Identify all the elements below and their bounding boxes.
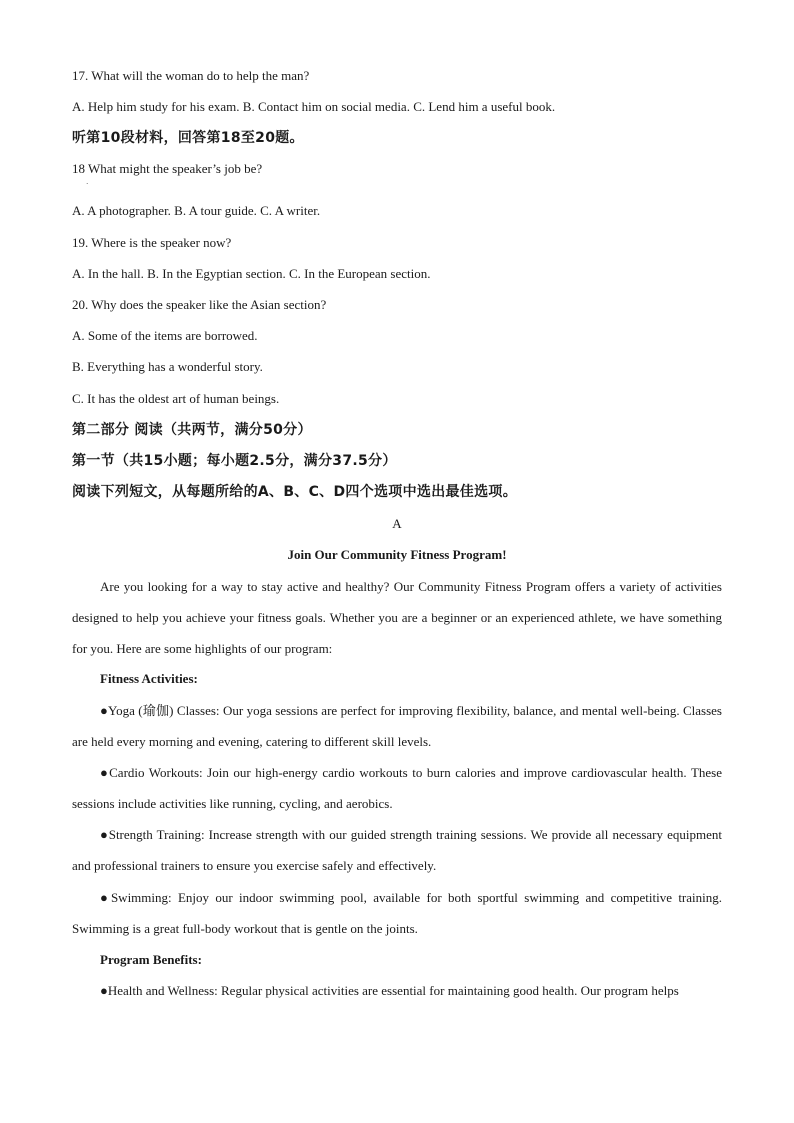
passage-letter: A [392,516,402,531]
question-17-options: A. Help him study for his exam. B. Contact him on social media. C. Lend him a useful book. [72,99,556,114]
swimming-paragraph: ●Swimming: Enjoy our indoor swimming pool, available for both sportful swimming and competitive training. Swimming is a great full-body workout that is gentle on the joints. [72,890,722,936]
question-20: 20. Why does the speaker like the Asian section? [72,297,327,312]
yoga-paragraph: ●Yoga (瑜伽) Classes: Our yoga sessions are perfect for improving flexibility, balance, and mental well-being. Classes are held every morning and evening, catering to different skill levels. [72,703,722,749]
health-paragraph: ●Health and Wellness: Regular physical activities are essential for maintaining good health. Our program helps [100,983,679,998]
strength-paragraph: ●Strength Training: Increase strength with our guided strength training sessions. We provide all necessary equipment and professional trainers to ensure you exercise safely and effectively. [72,827,722,873]
question-20-option-b: B. Everything has a wonderful story. [72,359,263,374]
program-benefits-heading: Program Benefits: [100,952,202,967]
question-17: 17. What will the woman do to help the man? [72,68,310,83]
fitness-activities-heading: Fitness Activities: [100,671,198,686]
cardio-paragraph: ●Cardio Workouts: Join our high-energy cardio workouts to burn calories and improve cardiovascular health. These sessions include activities like running, cycling, and aerobics. [72,765,722,811]
part-two-heading: 第二部分 阅读（共两节，满分50分） [72,422,312,438]
section-10-heading: 听第10段材料，回答第18至20题。 [72,130,304,146]
question-18-options: A. A photographer. B. A tour guide. C. A writer. [72,203,321,218]
question-19-options: A. In the hall. B. In the Egyptian section. C. In the European section. [72,266,431,281]
question-20-option-a: A. Some of the items are borrowed. [72,328,258,343]
passage-title: Join Our Community Fitness Program! [287,547,507,562]
stray-dot-mark: · [86,180,89,188]
section-one-heading: 第一节（共15小题；每小题2.5分，满分37.5分） [72,453,397,469]
question-19: 19. Where is the speaker now? [72,235,232,250]
reading-instructions: 阅读下列短文，从每题所给的A、B、C、D四个选项中选出最佳选项。 [72,484,517,500]
question-18: 18 What might the speaker’s job be? [72,161,263,176]
question-20-option-c: C. It has the oldest art of human beings. [72,391,280,406]
passage-intro-paragraph: Are you looking for a way to stay active and healthy? Our Community Fitness Program offers a variety of activities designed to help you achieve your fitness goals. Whether you are a beginner or an experienced athlete, we have something for you. Here are some highlights of our program: [72,579,722,656]
